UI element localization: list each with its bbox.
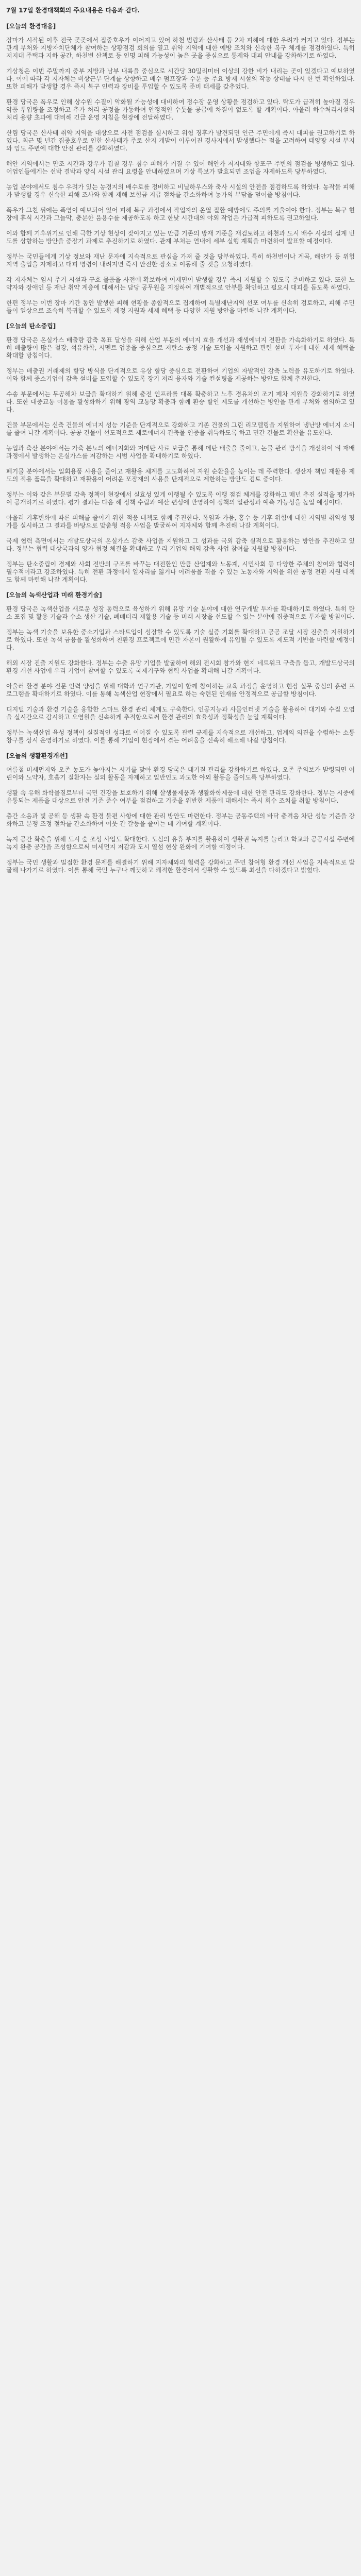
section-paragraph: 여름철 미세먼지와 오존 농도가 높아지는 시기를 맞아 환경 당국은 대기질 관리를 강화하기로 하였다. 오존 주의보가 발령되면 어린이와 노약자, 호흡기 질환자는 실외 활동을 자제하고 일반인도 과도한 야외 활동을 줄이도록 당부하였다.	[6, 766, 355, 781]
section-paragraph: 아울러 환경 분야 전문 인력 양성을 위해 대학과 연구기관, 기업이 함께 참여하는 교육 과정을 운영하고 현장 실무 중심의 훈련 프로그램을 확대하기로 하였다. 이를 통해 녹색산업 현장에서 필요로 하는 숙련된 인재를 안정적으로 공급할 방침이다.	[6, 683, 355, 698]
section-paragraph: 생활 속 유해 화학물질로부터 국민 건강을 보호하기 위해 살생물제품과 생활화학제품에 대한 안전 관리도 강화한다. 정부는 시중에 유통되는 제품을 대상으로 안전 기준 준수 여부를 점검하고 기준을 위반한 제품에 대해서는 즉시 회수 조치를 취할 방침이다.	[6, 789, 355, 804]
section-heading: [오늘의 녹색산업과 미래 환경기술]	[6, 591, 102, 599]
section-paragraph: 정부는 녹색산업 육성 정책이 실질적인 성과로 이어질 수 있도록 관련 규제를 지속적으로 개선하고, 업계의 의견을 수렴하는 소통 창구를 상시 운영하기로 하였다. 이를 통해 기업이 현장에서 겪는 어려움을 신속히 해소해 나갈 방침이다.	[6, 729, 355, 744]
section-paragraph: 해외 시장 진출 지원도 강화한다. 정부는 수출 유망 기업을 발굴하여 해외 전시회 참가와 현지 네트워크 구축을 돕고, 개발도상국의 환경 개선 사업에 우리 기업이 참여할 수 있도록 국제기구와 협력 사업을 확대해 나갈 계획이다.	[6, 659, 355, 674]
section-paragraph: 해안 지역에서는 만조 시간과 강우가 겹칠 경우 침수 피해가 커질 수 있어 해안가 저지대와 항포구 주변의 점검을 병행하고 있다. 어업인들에게는 선박 결박과 양식 시설 관리 요령을 안내하였으며 기상 특보가 발효되면 조업을 자제하도록 당부하였다.	[6, 160, 355, 175]
section-paragraph: 환경 당국은 녹색산업을 새로운 성장 동력으로 육성하기 위해 유망 기술 분야에 대한 연구개발 투자를 확대하기로 하였다. 특히 탄소 포집 및 활용 기술과 수소 생산 기술, 폐배터리 재활용 기술 등 미래 시장을 선도할 수 있는 분야에 집중적으로 투자할 방침이다.	[6, 605, 355, 620]
section-paragraph: 녹지 공간 확충을 위해 도시 숲 조성 사업도 확대한다. 도심의 유휴 부지를 활용하여 생활권 녹지를 늘리고 학교와 공공시설 주변에 녹지 완충 공간을 조성함으로써 미세먼지 저감과 도시 열섬 현상 완화에 기여할 예정이다.	[6, 836, 355, 851]
section-paragraph: 건물 부문에서는 신축 건물의 에너지 성능 기준을 단계적으로 강화하고 기존 건물의 그린 리모델링을 지원하여 냉난방 에너지 소비를 줄여 나갈 계획이다. 공공 건물이 선도적으로 제로에너지 건축물 인증을 취득하도록 하고 민간 건물로 확산을 유도한다.	[6, 421, 355, 436]
section-paragraph: 아울러 기후변화에 따른 피해를 줄이기 위한 적응 대책도 함께 추진한다. 폭염과 가뭄, 홍수 등 기후 위험에 대한 지역별 취약성 평가를 실시하고 그 결과를 바탕으로 맞춤형 적응 사업을 발굴하여 지자체와 함께 추진해 나갈 계획이다.	[6, 514, 355, 529]
section	[6, 23, 355, 315]
section-paragraph: 농업과 축산 분야에서는 가축 분뇨의 에너지화와 저메탄 사료 보급을 통해 메탄 배출을 줄이고, 논물 관리 방식을 개선하여 벼 재배 과정에서 발생하는 온실가스를 저감하는 시범 사업을 확대하기로 하였다.	[6, 445, 355, 460]
section	[6, 323, 355, 584]
document-body	[6, 23, 355, 2576]
section-paragraph: 농업 분야에서도 침수 우려가 있는 농경지의 배수로를 정비하고 비닐하우스와 축사 시설의 안전을 점검하도록 하였다. 농작물 피해가 발생할 경우 신속한 피해 조사와 함께 재해 보험금 지급 절차를 간소화하여 농가의 부담을 덜어줄 방침이다.	[6, 183, 355, 198]
section-paragraph: 수송 부문에서는 무공해차 보급을 확대하기 위해 충전 인프라를 대폭 확충하고 노후 경유차의 조기 폐차 지원을 강화하기로 하였다. 또한 대중교통 이용을 활성화하기 위해 광역 교통망 확충과 함께 환승 할인 제도를 개선하는 방안을 관계 부처와 협의하고 있다.	[6, 391, 355, 413]
section-heading: [오늘의 환경대응]	[6, 23, 56, 30]
section-paragraph: 장마가 시작된 이후 전국 곳곳에서 집중호우가 이어지고 있어 하천 범람과 산사태 등 2차 피해에 대한 우려가 커지고 있다. 정부는 관계 부처와 지방자치단체가 참여하는 상황점검 회의를 열고 취약 지역에 대한 예방 조치와 신속한 복구 체계를 점검하였다. 특히 저지대 주택과 지하 공간, 하천변 산책로 등 인명 피해 가능성이 높은 곳을 중심으로 통제와 대피 안내를 강화하기로 하였다.	[6, 37, 355, 59]
section-paragraph: 폐기물 분야에서는 일회용품 사용을 줄이고 재활용 체계를 고도화하여 자원 순환율을 높이는 데 주력한다. 생산자 책임 재활용 제도의 적용 품목을 확대하고 재활용이 어려운 포장재의 사용을 단계적으로 제한하는 방안도 검토 중이다.	[6, 468, 355, 483]
section-paragraph: 정부는 이와 같은 부문별 감축 정책이 현장에서 실효성 있게 이행될 수 있도록 이행 점검 체계를 강화하고 매년 추진 실적을 평가하여 공개하기로 하였다. 평가 결과는 다음 해 정책 수립과 예산 편성에 반영하여 정책의 일관성과 예측 가능성을 높일 예정이다.	[6, 491, 355, 506]
document-title: 7월 17일 환경대책회의 주요내용은 다음과 같다.	[6, 7, 140, 14]
section-paragraph: 층간 소음과 빛 공해 등 생활 속 환경 불편 사항에 대한 관리 방안도 마련한다. 정부는 공동주택의 바닥 충격음 차단 성능 기준을 강화하고 분쟁 조정 절차를 간소화하여 이웃 간 갈등을 줄이는 데 기여할 계획이다.	[6, 812, 355, 827]
section-paragraph: 폭우가 그친 뒤에는 폭염이 예보되어 있어 피해 복구 과정에서 작업자의 온열 질환 예방에도 주의를 기울여야 한다. 정부는 복구 현장에 휴식 시간과 그늘막, 충분한 음용수를 제공하도록 하고 한낮 시간대의 야외 작업은 가급적 피하도록 권고하였다.	[6, 207, 355, 222]
section-paragraph: 환경 당국은 온실가스 배출량 감축 목표 달성을 위해 산업 부문의 에너지 효율 개선과 재생에너지 전환을 가속화하기로 하였다. 특히 배출량이 많은 철강, 석유화학, 시멘트 업종을 중심으로 저탄소 공정 기술 도입을 지원하고 관련 설비 투자에 대한 세제 혜택을 확대할 방침이다.	[6, 336, 355, 359]
section-paragraph: 정부는 국민 생활과 밀접한 환경 문제를 해결하기 위해 지자체와의 협력을 강화하고 주민 참여형 환경 개선 사업을 지속적으로 발굴해 나가기로 하였다. 이를 통해 국민 누구나 깨끗하고 쾌적한 환경에서 생활할 수 있도록 최선을 다하겠다고 밝혔다.	[6, 859, 355, 874]
section-paragraph: 산림 당국은 산사태 취약 지역을 대상으로 사전 점검을 실시하고 위험 징후가 발견되면 인근 주민에게 즉시 대피를 권고하기로 하였다. 최근 몇 년간 집중호우로 인한 산사태가 주로 산지 개발이 이루어진 경사지에서 발생했다는 점을 고려하여 태양광 시설 부지와 임도 주변에 대한 안전 관리를 강화하였다.	[6, 129, 355, 152]
section-paragraph: 정부는 녹색 기술을 보유한 중소기업과 스타트업이 성장할 수 있도록 기술 실증 기회를 확대하고 공공 조달 시장 진출을 지원하기로 하였다. 또한 녹색 금융을 활성화하여 친환경 프로젝트에 민간 자본이 원활하게 유입될 수 있도록 제도적 기반을 마련할 예정이다.	[6, 629, 355, 651]
section-paragraph: 디지털 기술과 환경 기술을 융합한 스마트 환경 관리 체계도 구축한다. 인공지능과 사물인터넷 기술을 활용하여 대기와 수질 오염을 실시간으로 감시하고 오염원을 신속하게 추적함으로써 환경 관리의 효율성과 정확성을 높일 계획이다.	[6, 706, 355, 721]
section-paragraph: 기상청은 이번 주말까지 중부 지방과 남부 내륙을 중심으로 시간당 30밀리미터 이상의 강한 비가 내리는 곳이 있겠다고 예보하였다. 이에 따라 각 지자체는 비상근무 단계를 상향하고 배수 펌프장과 수문 등 주요 방재 시설의 작동 상태를 다시 한 번 확인하였다. 또한 피해가 발생할 경우 즉시 복구 인력과 장비를 투입할 수 있도록 준비 태세를 갖추었다.	[6, 67, 355, 90]
section-paragraph: 이와 함께 기후위기로 인해 극한 기상 현상이 잦아지고 있는 만큼 기존의 방재 기준을 재검토하고 하천과 도시 배수 시설의 설계 빈도를 상향하는 방안을 중장기 과제로 추진하기로 하였다. 관계 부처는 연내에 세부 실행 계획을 마련하여 발표할 예정이다.	[6, 230, 355, 245]
section	[6, 591, 355, 744]
section-paragraph: 한편 정부는 이번 장마 기간 동안 발생한 피해 현황을 종합적으로 집계하여 특별재난지역 선포 여부를 신속히 검토하고, 피해 주민들이 일상으로 조속히 복귀할 수 있도록 재정 지원과 세제 혜택 등 다양한 지원 방안을 마련해 나갈 계획이다.	[6, 299, 355, 314]
section-heading: [오늘의 탄소중립]	[6, 323, 56, 330]
section-paragraph: 정부는 국민들에게 기상 정보와 재난 문자에 지속적으로 관심을 가져 줄 것을 당부하였다. 특히 하천변이나 계곡, 해안가 등 위험 지역 출입을 자제하고 대피 명령이 내려지면 즉시 안전한 장소로 이동해 줄 것을 요청하였다.	[6, 253, 355, 268]
section-paragraph: 정부는 탄소중립이 경제와 사회 전반의 구조를 바꾸는 대전환인 만큼 산업계와 노동계, 시민사회 등 다양한 주체의 참여와 협력이 필수적이라고 강조하였다. 특히 전환 과정에서 일자리를 잃거나 어려움을 겪을 수 있는 노동자와 지역을 위한 공정 전환 지원 대책도 함께 마련해 나갈 계획이다.	[6, 561, 355, 583]
section-paragraph: 정부는 배출권 거래제의 할당 방식을 단계적으로 유상 할당 중심으로 전환하여 기업의 자발적인 감축 노력을 유도하기로 하였다. 이와 함께 중소기업이 감축 설비를 도입할 수 있도록 장기 저리 융자와 기술 컨설팅을 제공하는 방안도 함께 추진한다.	[6, 367, 355, 382]
section-paragraph: 국제 협력 측면에서는 개발도상국의 온실가스 감축 사업을 지원하고 그 성과를 국외 감축 실적으로 활용하는 방안을 추진하고 있다. 정부는 협력 대상국과의 양자 협정 체결을 확대하고 우리 기업의 해외 감축 사업 참여를 지원할 방침이다.	[6, 537, 355, 552]
section-paragraph: 환경 당국은 폭우로 인해 상수원 수질이 악화될 가능성에 대비하여 정수장 운영 상황을 점검하고 있다. 탁도가 급격히 높아질 경우 약품 투입량을 조정하고 추가 처리 공정을 가동하여 안정적인 수돗물 공급에 차질이 없도록 할 계획이다. 아울러 하수처리시설의 처리 용량 초과에 대비해 긴급 운영 지침을 현장에 전달하였다.	[6, 98, 355, 121]
section	[6, 752, 355, 874]
section-paragraph: 각 지자체는 임시 주거 시설과 구호 물품을 사전에 확보하여 이재민이 발생할 경우 즉시 지원할 수 있도록 준비하고 있다. 또한 노약자와 장애인 등 재난 취약 계층에 대해서는 담당 공무원을 지정하여 개별적으로 안부를 확인하고 필요시 대피를 돕도록 하였다.	[6, 276, 355, 291]
section-heading: [오늘의 생활환경개선]	[6, 752, 68, 759]
